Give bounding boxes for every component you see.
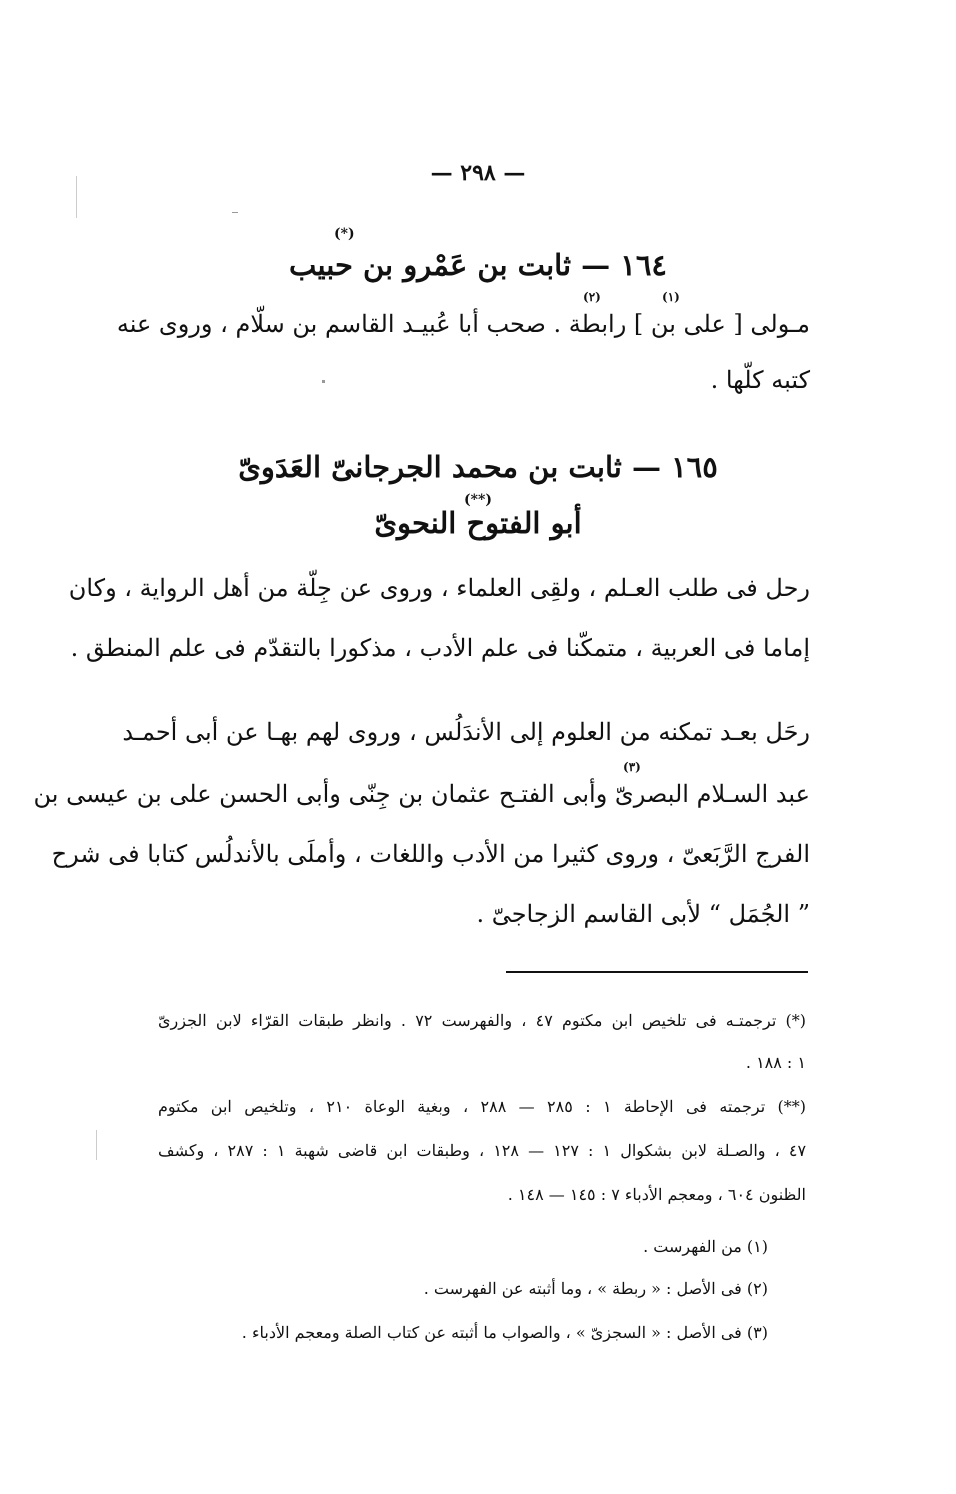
note-marker-3: (٣) xyxy=(623,760,641,774)
entry-165-p2-line-4: ” الجُمَل “ لأبى القاسم الزجاجىّ . xyxy=(476,900,810,928)
footnote-dstar-line-1: (**) ترجمته فى الإحاطة ١ : ٢٨٥ — ٢٨٨ ، وبغية الوعاة ٢١٠ ، وتلخيص ابن مكتوم xyxy=(158,1097,806,1116)
entry-164-marker: (*) xyxy=(334,226,355,242)
entry-165-p2-line-3: الفرج الرَّبَعىّ ، وروى كثيرا من الأدب واللغات ، وأملَى بالأندلُس كتابا فى شرح xyxy=(51,840,810,868)
entry-165-marker: (**) xyxy=(464,492,492,508)
entry-164-line-2: كتبه كلّها . xyxy=(710,366,810,394)
entry-165-subheading: أبو الفتوح النحوىّ xyxy=(374,506,582,540)
entry-165-p2-line-2: عبد السـلام البصرىّ وأبى الفتـح عثمان بن جِنّى وأبى الحسن على بن عيسى بن xyxy=(33,780,810,808)
footnote-dstar-line-2: ٤٧ ، والصـلة لابن بشكوال ١ : ١٢٧ — ١٢٨ ، وطبقات ابن قاضى شهبة ١ : ٢٨٧ ، وكشف xyxy=(158,1141,807,1160)
scan-speck xyxy=(232,212,238,213)
footnote-star-line-1: (*) ترجمتـه فى تلخيص ابن مكتوم ٤٧ ، والفهرست ٧٢ . وانظر طبقات القرّاء لابن الجزرىّ xyxy=(158,1011,807,1030)
entry-164-line-1: مـولى [ على بن ] رابطة . صحب أبا عُبيـد القاسم بن سلّام ، وروى عنه xyxy=(116,310,810,338)
footnote-3: (٣) فى الأصل : « السجزىّ » ، والصواب ما أثبته عن كتاب الصلة ومعجم الأدباء . xyxy=(241,1323,768,1342)
footnote-dstar-line-3: الظنون ٦٠٤ ، ومعجم الأدباء ٧ : ١٤٥ — ١٤٨ . xyxy=(507,1185,806,1204)
entry-165-p1-line-2: إماما فى العربية ، متمكّنا فى علم الأدب ، مذكورا بالتقدّم فى علم المنطق . xyxy=(70,634,810,662)
footnote-star-line-2: ١ : ١٨٨ . xyxy=(745,1053,806,1072)
note-marker-1: (١) xyxy=(662,290,680,304)
footnote-divider xyxy=(506,971,808,973)
entry-165-p2-line-1: رحَل بعـد تمكنه من العلوم إلى الأندَلُس ، وروى لهم بهـا عن أبى أحمـد xyxy=(122,718,810,746)
note-marker-2: (٢) xyxy=(583,290,601,304)
scan-speck xyxy=(76,176,77,218)
page-number: — ٢٩٨ — xyxy=(430,160,526,186)
footnote-2: (٢) فى الأصل : « ربطة » ، وما أثبته عن الفهرست . xyxy=(423,1279,768,1298)
entry-164-heading: ١٦٤ — ثابت بن عَمْرو بن حبيب xyxy=(288,248,668,282)
scan-speck xyxy=(96,1130,97,1160)
footnote-1: (١) من الفهرست . xyxy=(643,1237,768,1256)
scan-speck xyxy=(322,380,325,383)
entry-165-heading: ١٦٥ — ثابت بن محمد الجرجانىّ العَدَوىّ xyxy=(238,450,718,484)
entry-165-p1-line-1: رحل فى طلب العـلم ، ولقِى العلماء ، وروى عن جِلّة من أهل الرواية ، وكان xyxy=(68,574,810,602)
